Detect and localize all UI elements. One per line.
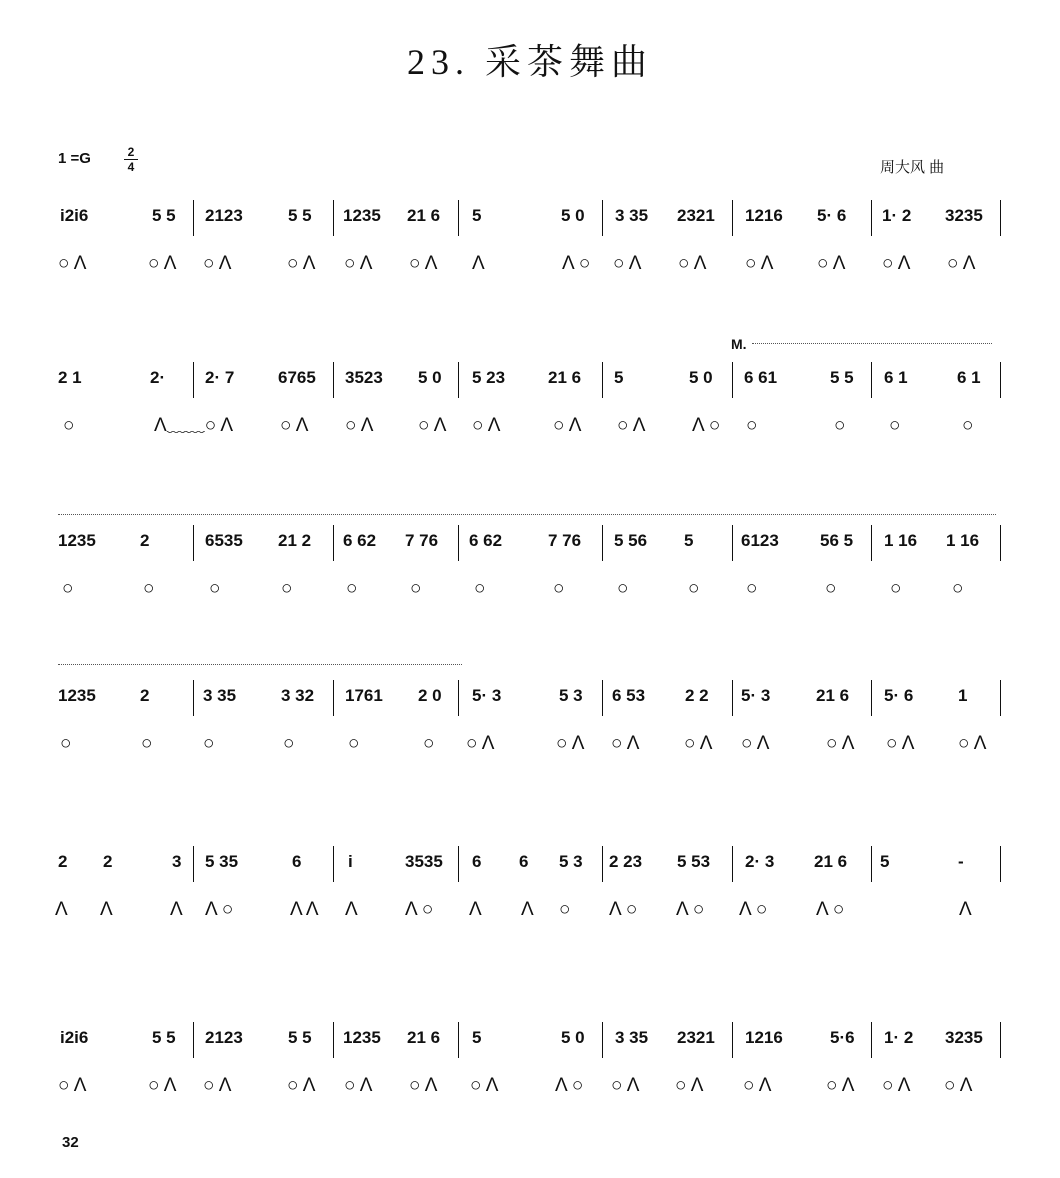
- note-group: 2321: [677, 206, 715, 225]
- breath-mark-row: [0, 416, 1060, 456]
- note-row: [0, 531, 1060, 581]
- barline: [458, 200, 459, 236]
- barline: [1000, 846, 1001, 882]
- time-signature: [124, 146, 138, 173]
- note-group: 2: [140, 531, 150, 550]
- time-numerator: 2: [127, 145, 135, 159]
- note-group: 3 35: [203, 686, 237, 705]
- note-group: 2 23: [609, 852, 643, 871]
- note-group: i2i6: [60, 206, 89, 225]
- note-group: 5 5: [288, 206, 312, 225]
- note-group: 1235: [343, 1028, 381, 1047]
- breath-mark: Λ ○: [555, 1075, 584, 1096]
- breath-mark: ○ Λ: [148, 1075, 177, 1096]
- breath-mark: ○: [688, 578, 700, 599]
- barline: [193, 680, 194, 716]
- breath-mark: ○ Λ: [745, 253, 774, 274]
- breath-mark: ○ Λ: [944, 1075, 973, 1096]
- barline: [732, 1022, 733, 1058]
- barline: [1000, 1022, 1001, 1058]
- note-group: 6 1: [884, 368, 908, 387]
- breath-mark-row: [0, 900, 1060, 940]
- note-group: 21 6: [548, 368, 582, 387]
- note-group: 2 0: [418, 686, 442, 705]
- note-group: 5 0: [689, 368, 713, 387]
- breath-mark: ○ Λ: [58, 253, 87, 274]
- breath-mark: Λ ○: [692, 415, 721, 436]
- barline: [871, 362, 872, 398]
- breath-mark: ○ Λ: [684, 733, 713, 754]
- breath-mark: Λ ○: [609, 899, 638, 920]
- note-group: 1216: [745, 206, 783, 225]
- breath-mark: Λ ○: [739, 899, 768, 920]
- note-group: 6123: [741, 531, 779, 550]
- breath-mark: ○ Λ: [553, 415, 582, 436]
- note-group: 56 5: [820, 531, 854, 550]
- breath-mark: ○: [617, 578, 629, 599]
- breath-mark: ○ Λ: [280, 415, 309, 436]
- breath-mark: ○ Λ: [678, 253, 707, 274]
- note-group: i: [348, 852, 353, 871]
- note-group: 5 5: [152, 1028, 176, 1047]
- barline: [732, 200, 733, 236]
- note-row: [0, 368, 1060, 418]
- breath-mark: ○ Λ: [148, 253, 177, 274]
- barline: [458, 525, 459, 561]
- note-group: 5: [614, 368, 624, 387]
- breath-mark: ○: [889, 415, 901, 436]
- note-group: 5· 6: [884, 686, 914, 705]
- barline: [333, 200, 334, 236]
- note-row: [0, 852, 1060, 902]
- barline: [732, 525, 733, 561]
- breath-mark: Λ Λ: [290, 899, 319, 920]
- barline: [871, 525, 872, 561]
- note-group: 6: [472, 852, 482, 871]
- note-group: 6 62: [343, 531, 377, 550]
- note-group: 5· 3: [741, 686, 771, 705]
- barline: [193, 200, 194, 236]
- breath-mark: Λ: [345, 899, 358, 920]
- breath-mark-row: [0, 1076, 1060, 1116]
- note-group: 21 6: [407, 1028, 441, 1047]
- barline: [871, 1022, 872, 1058]
- note-group: 5 0: [561, 206, 585, 225]
- breath-mark: ○ Λ: [826, 733, 855, 754]
- breath-mark: ○: [348, 733, 360, 754]
- breath-mark: Λ: [469, 899, 482, 920]
- note-group: 21 6: [814, 852, 848, 871]
- composer-credit: 周大风 曲: [880, 159, 945, 176]
- note-row: [0, 1028, 1060, 1078]
- barline: [333, 1022, 334, 1058]
- note-group: 3235: [945, 1028, 983, 1047]
- breath-mark: ○: [834, 415, 846, 436]
- breath-mark: ○ Λ: [472, 415, 501, 436]
- note-group: 5 5: [152, 206, 176, 225]
- barline: [732, 680, 733, 716]
- note-group: 5 3: [559, 852, 583, 871]
- breath-mark: ○ Λ: [886, 733, 915, 754]
- barline: [193, 362, 194, 398]
- barline: [871, 200, 872, 236]
- breath-mark: ○: [60, 733, 72, 754]
- breath-mark: ○ Λ: [556, 733, 585, 754]
- breath-mark: ○ Λ: [203, 253, 232, 274]
- breath-mark: ○: [553, 578, 565, 599]
- breath-mark: Λ: [170, 899, 183, 920]
- barline: [602, 846, 603, 882]
- barline: [732, 362, 733, 398]
- note-group: 5: [472, 206, 482, 225]
- breath-mark: ○: [962, 415, 974, 436]
- score-system: [0, 531, 1060, 641]
- note-group: 2· 7: [205, 368, 235, 387]
- key-signature: 1 =G: [58, 150, 91, 167]
- note-group: 1761: [345, 686, 383, 705]
- note-group: 6 61: [744, 368, 778, 387]
- note-group: 5 0: [418, 368, 442, 387]
- note-group: 3 35: [615, 1028, 649, 1047]
- barline: [602, 362, 603, 398]
- score-system: [0, 686, 1060, 796]
- breath-mark-row: [0, 579, 1060, 619]
- note-group: 6765: [278, 368, 316, 387]
- breath-mark: ○ Λ: [743, 1075, 772, 1096]
- breath-mark: ○ Λ: [882, 253, 911, 274]
- note-group: 1235: [58, 531, 96, 550]
- breath-mark: Λ: [100, 899, 113, 920]
- breath-mark: ○ Λ: [882, 1075, 911, 1096]
- breath-mark: ○ Λ: [958, 733, 987, 754]
- score-system: [0, 368, 1060, 478]
- note-group: 1 16: [884, 531, 918, 550]
- breath-mark: ○: [63, 415, 75, 436]
- breath-mark: ○: [143, 578, 155, 599]
- note-group: 2321: [677, 1028, 715, 1047]
- note-group: 5: [880, 852, 890, 871]
- breath-mark: ○: [209, 578, 221, 599]
- note-group: 5: [684, 531, 694, 550]
- note-group: 2: [140, 686, 150, 705]
- barline: [602, 200, 603, 236]
- breath-mark: ○: [746, 578, 758, 599]
- breath-mark: Λ: [521, 899, 534, 920]
- note-group: 21 2: [278, 531, 312, 550]
- breath-mark: Λ ○: [562, 253, 591, 274]
- note-group: 3 35: [615, 206, 649, 225]
- breath-mark: ○ Λ: [466, 733, 495, 754]
- barline: [602, 680, 603, 716]
- score-system: [0, 206, 1060, 316]
- barline: [458, 846, 459, 882]
- note-group: 7 76: [405, 531, 439, 550]
- note-group: 3: [172, 852, 182, 871]
- note-group: 6 53: [612, 686, 646, 705]
- note-group: 7 76: [548, 531, 582, 550]
- breath-mark: Λ: [55, 899, 68, 920]
- note-group: 5· 6: [817, 206, 847, 225]
- breath-mark: ○ Λ: [344, 253, 373, 274]
- note-group: 1 16: [946, 531, 980, 550]
- barline: [333, 525, 334, 561]
- breath-mark: ○ Λ: [409, 253, 438, 274]
- breath-mark: ○: [423, 733, 435, 754]
- breath-mark: ○: [62, 578, 74, 599]
- breath-mark: ○ Λ: [345, 415, 374, 436]
- barline: [732, 846, 733, 882]
- note-group: 5 23: [472, 368, 506, 387]
- note-group: 5: [472, 1028, 482, 1047]
- dotted-extension-line: [58, 514, 996, 515]
- breath-mark: Λ: [959, 899, 972, 920]
- note-group: 1216: [745, 1028, 783, 1047]
- note-group: 5 56: [614, 531, 648, 550]
- note-group: 3523: [345, 368, 383, 387]
- note-group: 1235: [58, 686, 96, 705]
- breath-mark: ○ Λ: [826, 1075, 855, 1096]
- note-group: 2· 3: [745, 852, 775, 871]
- breath-mark: ○ Λ: [344, 1075, 373, 1096]
- barline: [333, 362, 334, 398]
- note-group: 5 35: [205, 852, 239, 871]
- breath-mark: ○ Λ: [470, 1075, 499, 1096]
- note-group: 6 62: [469, 531, 503, 550]
- note-group: 21 6: [407, 206, 441, 225]
- breath-mark: ○ Λ: [675, 1075, 704, 1096]
- barline: [458, 362, 459, 398]
- note-group: 21 6: [816, 686, 850, 705]
- breath-mark: ○: [890, 578, 902, 599]
- dotted-extension-line: [752, 343, 992, 344]
- breath-mark: ○ Λ: [947, 253, 976, 274]
- barline: [193, 525, 194, 561]
- breath-mark: Λ ○: [816, 899, 845, 920]
- dotted-extension-line: [58, 664, 462, 665]
- note-group: 5·6: [830, 1028, 855, 1047]
- note-group: 3535: [405, 852, 443, 871]
- barline: [193, 846, 194, 882]
- breath-mark: Λ ○: [676, 899, 705, 920]
- breath-mark: ○: [952, 578, 964, 599]
- time-denominator: 4: [127, 160, 135, 174]
- note-row: [0, 206, 1060, 256]
- page-number: 32: [62, 1134, 79, 1151]
- breath-mark: ○: [559, 899, 571, 920]
- note-group: 5 5: [288, 1028, 312, 1047]
- note-group: 6: [519, 852, 529, 871]
- breath-mark: ○ Λ: [617, 415, 646, 436]
- barline: [871, 680, 872, 716]
- note-group: i2i6: [60, 1028, 89, 1047]
- breath-mark: ○: [410, 578, 422, 599]
- note-group: 1: [958, 686, 968, 705]
- note-row: [0, 686, 1060, 736]
- note-group: 5· 3: [472, 686, 502, 705]
- note-group: 2 1: [58, 368, 82, 387]
- note-group: 5 53: [677, 852, 711, 871]
- note-group: 5 3: [559, 686, 583, 705]
- barline: [602, 1022, 603, 1058]
- note-group: 2123: [205, 206, 243, 225]
- page-title: 23. 采茶舞曲: [406, 42, 653, 82]
- barline: [1000, 362, 1001, 398]
- breath-mark: ○ Λ: [613, 253, 642, 274]
- barline: [1000, 680, 1001, 716]
- breath-mark: ○: [474, 578, 486, 599]
- barline: [193, 1022, 194, 1058]
- note-group: 5 5: [830, 368, 854, 387]
- note-group: 2: [103, 852, 113, 871]
- breath-mark: Λ: [472, 253, 485, 274]
- note-group: -: [958, 852, 964, 871]
- barline: [333, 846, 334, 882]
- note-group: 2 2: [685, 686, 709, 705]
- breath-mark: ○: [346, 578, 358, 599]
- breath-mark: ○: [825, 578, 837, 599]
- barline: [458, 1022, 459, 1058]
- breath-mark: ○ Λ: [611, 733, 640, 754]
- breath-mark: Λ ○: [205, 899, 234, 920]
- breath-mark: ○ Λ: [817, 253, 846, 274]
- breath-mark: ○: [283, 733, 295, 754]
- breath-mark-row: [0, 254, 1060, 294]
- breath-mark: ○: [281, 578, 293, 599]
- barline: [602, 525, 603, 561]
- breath-mark: ○ Λ: [418, 415, 447, 436]
- breath-mark: ○ Λ: [741, 733, 770, 754]
- note-group: 6 1: [957, 368, 981, 387]
- breath-mark: ○ Λ: [287, 253, 316, 274]
- breath-mark: ○: [203, 733, 215, 754]
- barline: [1000, 525, 1001, 561]
- note-group: 3 32: [281, 686, 315, 705]
- note-group: 2·: [150, 368, 166, 387]
- breath-mark: ○ Λ: [287, 1075, 316, 1096]
- note-group: 6535: [205, 531, 243, 550]
- breath-mark: ○ Λ: [409, 1075, 438, 1096]
- breath-mark: Λ﹏﹏○ Λ: [154, 415, 234, 436]
- barline: [333, 680, 334, 716]
- breath-mark: ○: [141, 733, 153, 754]
- score-system: [0, 852, 1060, 962]
- note-group: 2: [58, 852, 68, 871]
- breath-mark: ○ Λ: [611, 1075, 640, 1096]
- barline: [871, 846, 872, 882]
- note-group: 3235: [945, 206, 983, 225]
- note-group: 6: [292, 852, 302, 871]
- barline: [458, 680, 459, 716]
- note-group: 1· 2: [884, 1028, 914, 1047]
- breath-mark: ○ Λ: [203, 1075, 232, 1096]
- breath-mark: ○: [746, 415, 758, 436]
- mark-m: M.: [731, 336, 747, 352]
- note-group: 2123: [205, 1028, 243, 1047]
- breath-mark: ○ Λ: [58, 1075, 87, 1096]
- breath-mark: Λ ○: [405, 899, 434, 920]
- note-group: 5 0: [561, 1028, 585, 1047]
- score-system: [0, 1028, 1060, 1138]
- breath-mark-row: [0, 734, 1060, 774]
- note-group: 1· 2: [882, 206, 912, 225]
- barline: [1000, 200, 1001, 236]
- note-group: 1235: [343, 206, 381, 225]
